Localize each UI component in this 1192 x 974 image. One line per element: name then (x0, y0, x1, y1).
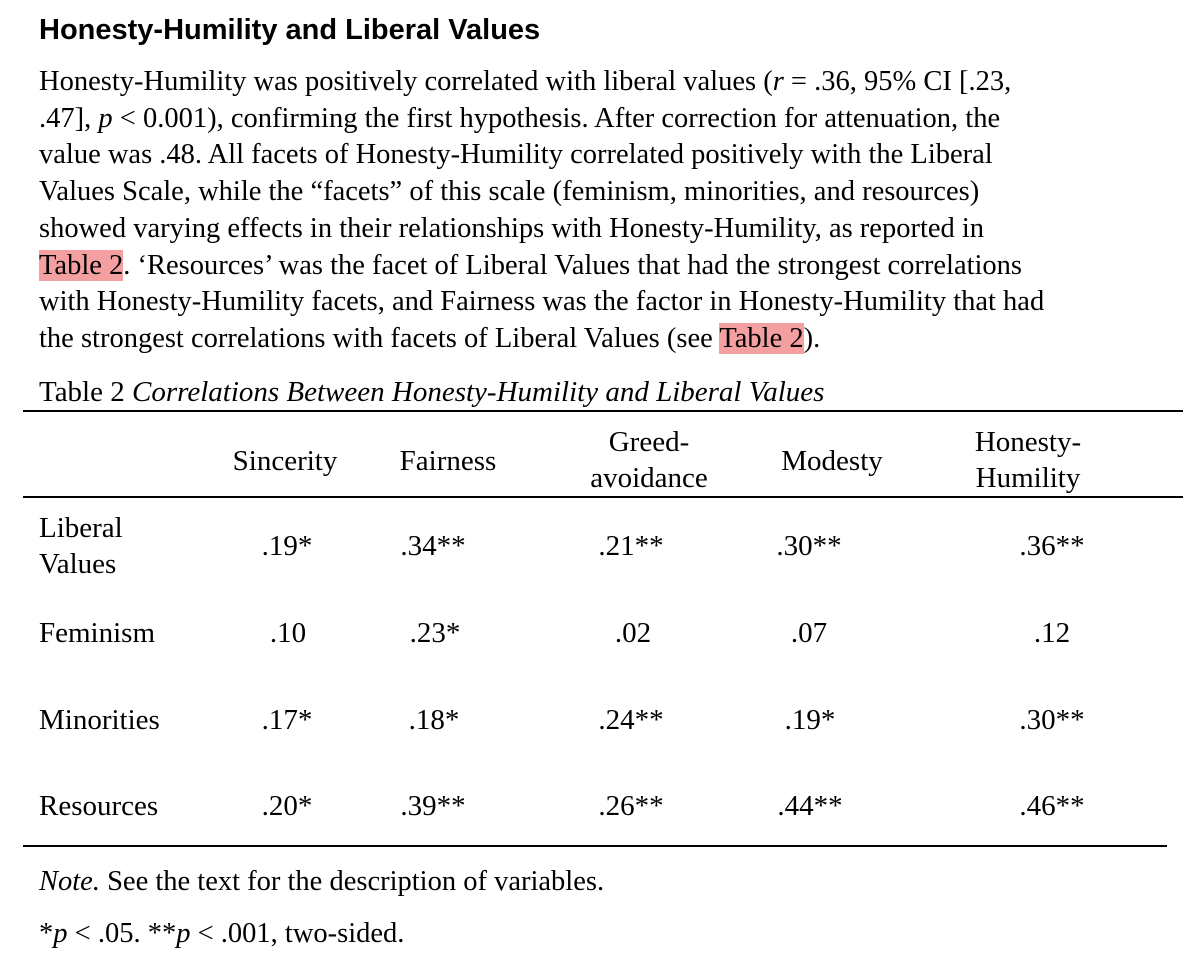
col-header-sincerity: Sincerity (232, 445, 338, 477)
row-label-feminism: Feminism (39, 617, 156, 649)
table-cell: .30** (1019, 704, 1085, 736)
table-cell: .17* (261, 704, 313, 736)
para-line-8: the strongest correlations with facets of Liberal Values (see Table 2). (39, 322, 821, 354)
table-caption: Table 2 Correlations Between Honesty-Humility and Liberal Values (39, 376, 825, 408)
para-line-7: with Honesty-Humility facets, and Fairness was the factor in Honesty-Humility that had (39, 286, 1045, 318)
col-header-greed-avoidance: Greed- avoidance (590, 426, 708, 494)
table-2-link[interactable]: Table 2 (719, 322, 804, 354)
table-cell: .30** (776, 530, 842, 562)
table-cell: .24** (598, 704, 664, 736)
row-label-liberal-values: Liberal Values (39, 512, 123, 580)
table-cell: .36** (1019, 530, 1085, 562)
table-note: Note. See the text for the description of variables. (39, 866, 605, 897)
section-heading: Honesty-Humility and Liberal Values (39, 14, 541, 46)
table-cell: .39** (400, 790, 466, 822)
para-line-6: Table 2. ‘Resources’ was the facet of Liberal Values that had the strongest correlations (39, 249, 1023, 281)
table-2-link[interactable]: Table 2 (39, 249, 124, 281)
table-bottom-rule (23, 845, 1167, 847)
para-line-2: .47], p < 0.001), confirming the first hypothesis. After correction for attenuation, the (39, 102, 1001, 134)
col-header-fairness: Fairness (399, 445, 497, 477)
table-cell: .20* (261, 790, 313, 822)
body-paragraph (39, 64, 1174, 358)
table-cell: .18* (408, 704, 460, 736)
row-label-minorities: Minorities (39, 704, 160, 736)
table-cell: .12 (1033, 617, 1071, 649)
col-header-honesty-humility: Honesty- Humility (974, 426, 1082, 494)
row-label-resources: Resources (39, 790, 159, 822)
table-cell: .19* (784, 704, 836, 736)
table-cell: .23* (409, 617, 461, 649)
table-cell: .46** (1019, 790, 1085, 822)
table-header-rule (23, 496, 1183, 498)
col-header-modesty: Modesty (781, 445, 883, 477)
table-cell: .07 (790, 617, 828, 649)
para-line-1: Honesty-Humility was positively correlated with liberal values (r = .36, 95% CI [.23, (39, 66, 1012, 97)
significance-note: *p < .05. **p < .001, two-sided. (39, 918, 405, 949)
table-cell: .34** (400, 530, 466, 562)
para-line-3: value was .48. All facets of Honesty-Humility correlated positively with the Liberal (39, 139, 993, 171)
table-cell: .10 (269, 617, 307, 649)
para-line-4: Values Scale, while the “facets” of this scale (feminism, minorities, and resources) (39, 176, 980, 208)
table-cell: .21** (598, 530, 664, 562)
table-top-rule (23, 410, 1183, 412)
para-line-5: showed varying effects in their relationships with Honesty-Humility, as reported in (39, 212, 985, 244)
table-cell: .44** (777, 790, 843, 822)
table-cell: .26** (598, 790, 664, 822)
table-cell: .19* (261, 530, 313, 562)
table-cell: .02 (614, 617, 652, 649)
